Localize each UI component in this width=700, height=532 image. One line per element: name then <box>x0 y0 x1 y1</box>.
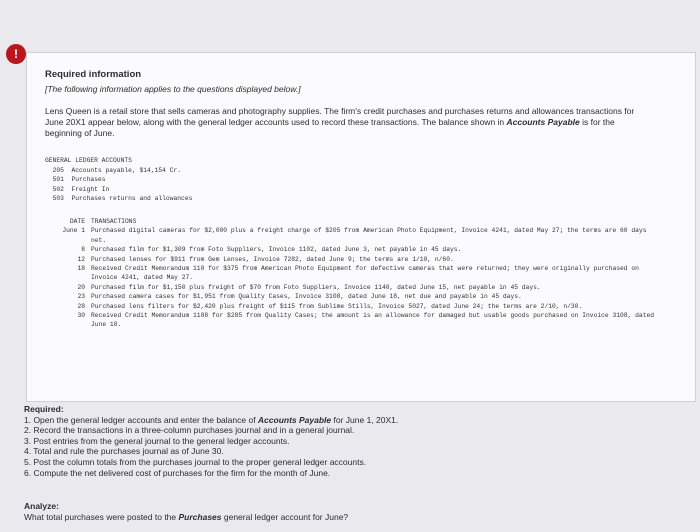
transaction-row: 12 Purchased lenses for $911 from Gem Lenses, Invoice 7282, dated June 9; the terms are 1/10, n/60. <box>77 255 454 263</box>
required-item: 5. Post the column totals from the purchases journal to the proper general ledger accounts. <box>24 456 367 467</box>
required-item: 4. Total and rule the purchases journal as of June 30. <box>24 446 224 457</box>
transaction-row: 8 Purchased film for $1,309 from Foto Suppliers, Invoice 1102, dated June 3, net payable in 45 days. <box>81 246 462 254</box>
transactions-list <box>45 217 665 330</box>
card-title: Required information <box>45 69 142 80</box>
ledger-account: 501 Purchases <box>52 176 106 184</box>
intro-paragraph: Lens Queen is a retail store that sells cameras and photography supplies. The firm's credit purchases and purchases returns and allowances transactions for June 20X1 appear below, along with the general ledger accounts used to record these transactions. The balance shown in Accounts Payable is for the beginning of June. <box>45 106 635 138</box>
required-section <box>24 404 398 478</box>
analyze-question: What total purchases were posted to the Purchases general ledger account for June? <box>24 512 349 522</box>
ledger-account: 205 Accounts payable, $14,154 Cr. <box>52 166 182 174</box>
required-information-card <box>26 52 696 402</box>
transaction-row: 18 Received Credit Memorandum 110 for $375 from American Photo Equipment for defective cameras that were returned; they were originally purchased on Invoice 4241, dated May 27. <box>77 265 639 282</box>
analyze-heading: Analyze: <box>24 501 59 511</box>
transaction-row: June 1 Purchased digital cameras for $2,000 plus a freight charge of $205 from American Photo Equipment, Invoice 4241, dated May 27; the terms are 60 days net. <box>62 227 647 244</box>
required-heading: Required: <box>24 404 64 414</box>
required-item: 2. Record the transactions in a three-column purchases journal and in a general journal. <box>24 425 355 436</box>
ledger-heading: GENERAL LEDGER ACCOUNTS <box>45 157 132 164</box>
transaction-row: 20 Purchased film for $1,150 plus freight of $70 from Foto Suppliers, Invoice 1140, dated June 15, net payable in 45 days. <box>77 283 541 291</box>
transactions-header: DATE TRANSACTIONS <box>69 218 137 225</box>
ledger-account: 502 Freight In <box>52 185 110 193</box>
ledger-account: 503 Purchases returns and allowances <box>52 195 193 203</box>
transaction-row: 30 Received Credit Memorandum 1108 for $285 from Quality Cases; the amount is an allowance for damaged but usable goods purchased on Invoice 3108, dated June 18. <box>77 312 655 329</box>
required-item: 1. Open the general ledger accounts and enter the balance of Accounts Payable for June 1, 20X1. <box>24 414 399 425</box>
transaction-row: 23 Purchased camera cases for $1,951 from Quality Cases, Invoice 3108, dated June 18, net due and payable in 45 days. <box>77 293 522 301</box>
alert-icon: ! <box>6 44 26 64</box>
general-ledger-accounts <box>45 156 192 204</box>
required-item: 3. Post entries from the general journal to the general ledger accounts. <box>24 435 290 446</box>
applies-note: [The following information applies to the questions displayed below.] <box>45 84 301 94</box>
required-item: 6. Compute the net delivered cost of purchases for the firm for the month of June. <box>24 467 331 478</box>
transaction-row: 28 Purchased lens filters for $2,420 plus freight of $115 from Sublime Stills, Invoice 5027, dated June 24; the terms are 2/10, n/30. <box>77 302 583 310</box>
analyze-section <box>24 501 348 523</box>
